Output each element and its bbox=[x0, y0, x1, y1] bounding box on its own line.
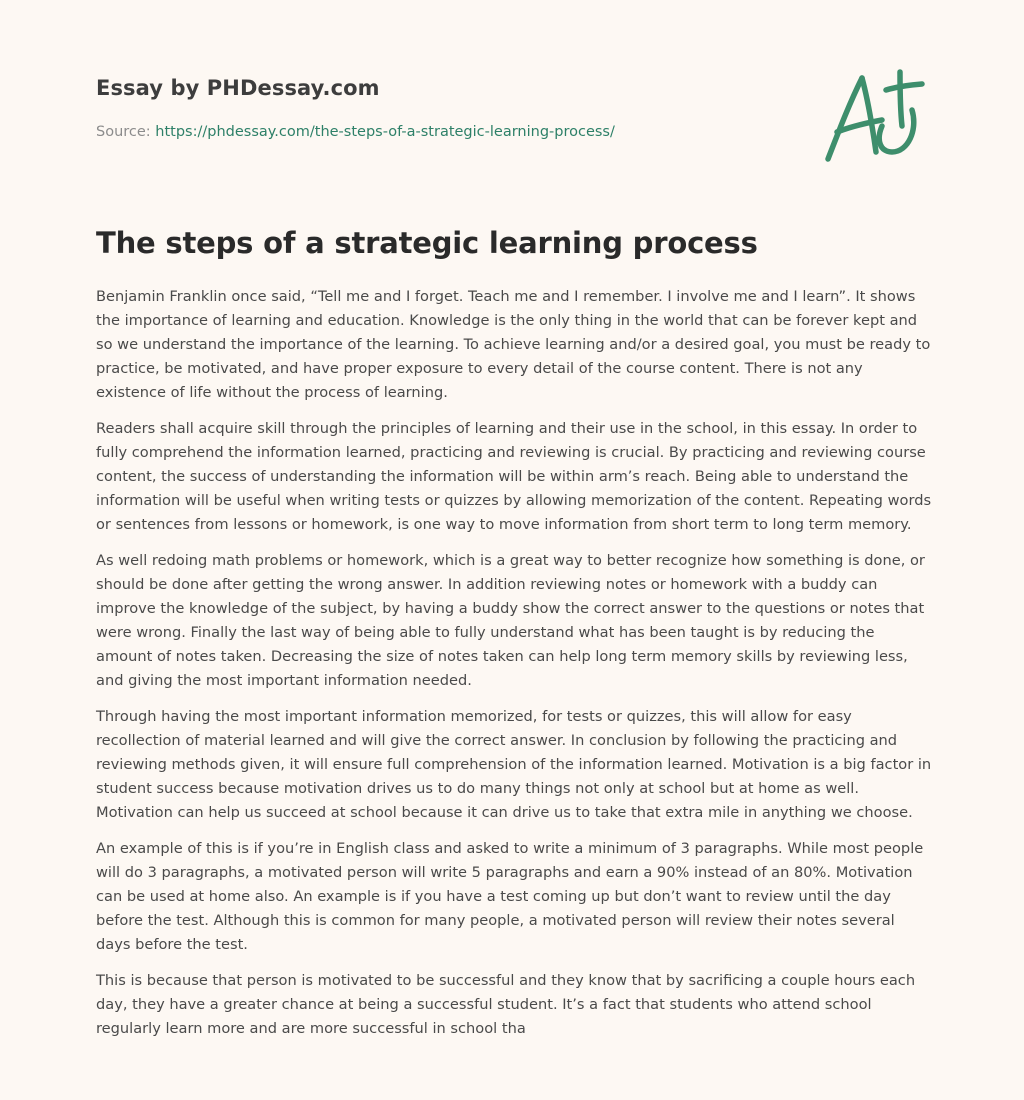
paragraph: Benjamin Franklin once said, “Tell me and I forget. Teach me and I remember. I involve me and I learn”. It shows the importance of learning and education. Knowledge is the only thing in the world that can be forever kept and so we understand the importance of the learning. To achieve learning and/or a desired goal, you must be ready to practice, be motivated, and have proper exposure to every detail of the course content. There is not any existence of life without the process of learning. bbox=[96, 288, 931, 401]
page-header bbox=[96, 0, 932, 200]
source-line bbox=[96, 124, 615, 140]
paragraph: An example of this is if you’re in English class and asked to write a minimum of 3 paragraphs. While most people will do 3 paragraphs, a motivated person will write 5 paragraphs and earn a 90% instead of an 80%. Motivation can be used at home also. An example is if you have a test coming up but don’t want to review until the day before the test. Although this is common for many people, a motivated person will review their notes several days before the test. bbox=[96, 840, 924, 953]
paragraph: Through having the most important information memorized, for tests or quizzes, this will allow for easy recollection of material learned and will give the correct answer. In conclusion by following the practicing and reviewing methods given, it will ensure full comprehension of the information learned. Motivation is a big factor in student success because motivation drives us to do many things not only at school but at home as well. Motivation can help us succeed at school because it can drive us to take that extra mile in anything we choose. bbox=[96, 708, 932, 821]
a-plus-logo-icon bbox=[820, 66, 930, 166]
essay-title: The steps of a strategic learning process bbox=[96, 226, 758, 260]
essay-body bbox=[96, 285, 932, 1053]
paragraph: Readers shall acquire skill through the principles of learning and their use in the school, in this essay. In order to fully comprehend the information learned, practicing and reviewing is crucial. By practicing and reviewing course content, the success of understanding the information will be within arm’s reach. Being able to understand the information will be useful when writing tests or quizzes by allowing memorization of the content. Repeating words or sentences from lessons or homework, is one way to move information from short term to long term memory. bbox=[96, 420, 932, 533]
paragraph: This is because that person is motivated to be successful and they know that by sacrificing a couple hours each day, they have a greater chance at being a successful student. It’s a fact that students who attend school regularly learn more and are more successful in school tha bbox=[96, 972, 916, 1037]
paragraph: As well redoing math problems or homework, which is a great way to better recognize how something is done, or should be done after getting the wrong answer. In addition reviewing notes or homework with a buddy can improve the knowledge of the subject, by having a buddy show the correct answer to the questions or notes that were wrong. Finally the last way of being able to fully understand what has been taught is by reducing the amount of notes taken. Decreasing the size of notes taken can help long term memory skills by reviewing less, and giving the most important information needed. bbox=[96, 552, 925, 689]
source-label: Source: bbox=[96, 124, 151, 140]
essay-page bbox=[96, 0, 932, 1037]
source-link[interactable]: https://phdessay.com/the-steps-of-a-strategic-learning-process/ bbox=[155, 124, 615, 140]
site-brand: Essay by PHDessay.com bbox=[96, 76, 380, 100]
